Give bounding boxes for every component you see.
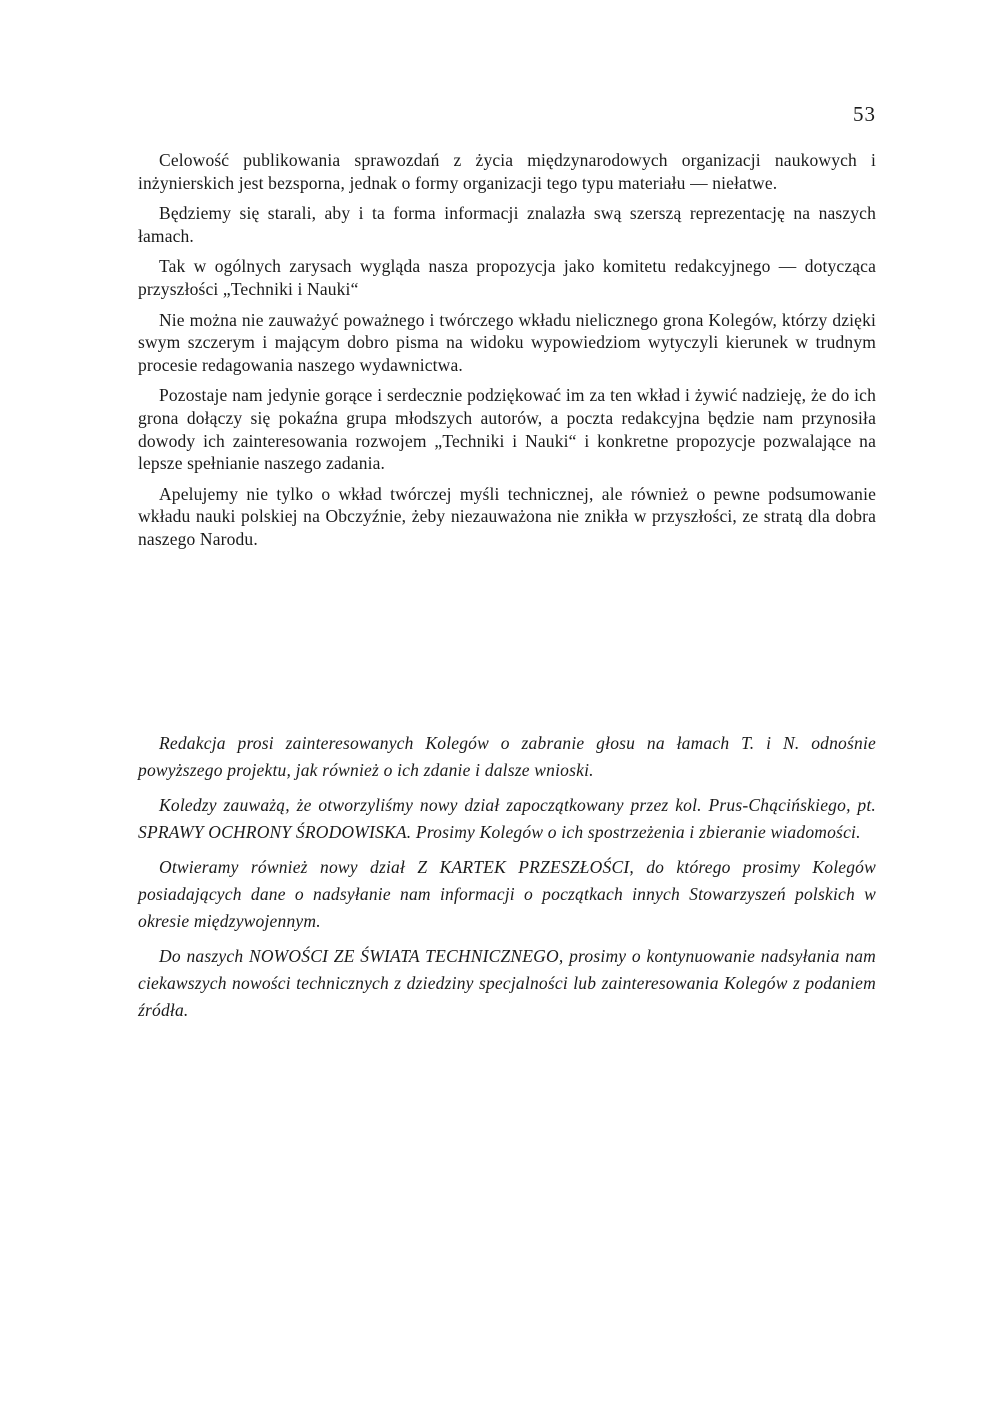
note-environment-section: Koledzy zauważą, że otworzyliśmy nowy dział zapoczątkowany przez kol. Prus-Chącińskiego, pt. SPRAWY OCHRONY ŚRODOWISKA. Prosimy Kolegów o ich spostrzeżenia i zbieranie wiadomości.	[138, 795, 876, 842]
paragraph-committee-proposal: Tak w ogólnych zarysach wygląda nasza propozycja jako komitetu redakcyjnego — dotycząca przyszłości „Techniki i Nauki“	[138, 256, 876, 299]
paragraph-thanks: Pozostaje nam jedynie gorące i serdecznie podziękować im za ten wkład i żywić nadzieję, że do ich grona dołączy się pokaźna grupa młodszych autorów, a poczta redakcyjna będzie nam przynosiła dowody ich zainteresowania rozwojem „Techniki i Nauki“ i konkretne propozycje pozwalające na lepsze spełnianie naszego zadania.	[138, 385, 876, 474]
paragraph-publication-purpose: Celowość publikowania sprawozdań z życia międzynarodowych organizacji naukowych i inżynierskich jest bezsporna, jednak o formy organizacji tego typu materiału — niełatwe.	[138, 150, 876, 193]
note-tech-news-section: Do naszych NOWOŚCI ZE ŚWIATA TECHNICZNEGO, prosimy o kontynuowanie nadsyłania nam ciekawszych nowości technicznych z dziedziny specjalności lub zainteresowania Kolegów z podaniem źródła.	[138, 946, 876, 1020]
paragraph-colleagues-contribution: Nie można nie zauważyć poważnego i twórczego wkładu nielicznego grona Kolegów, którzy dzięki swym szczerym i mającym dobro pisma na widoku wypowiedziom wytyczyli kierunek w trudnym procesie redagowania naszego wydawnictwa.	[138, 309, 876, 375]
main-text	[138, 149, 876, 559]
page-number: 53	[853, 102, 876, 126]
note-request-opinions: Redakcja prosi zainteresowanych Kolegów o zabranie głosu na łamach T. i N. odnośnie powyższego projektu, jak również o ich zdanie i dalsze wnioski.	[138, 733, 876, 780]
paragraph-appeal: Apelujemy nie tylko o wkład twórczej myśli technicznej, ale również o pewne podsumowanie wkładu nauki polskiej na Obczyźnie, żeby niezauważona nie znikła w przyszłości, ze stratą dla dobra naszego Narodu.	[138, 483, 876, 549]
editorial-notes	[138, 730, 876, 1024]
paragraph-information-form: Będziemy się starali, aby i ta forma informacji znalazła swą szerszą reprezentację na naszych łamach.	[138, 203, 876, 246]
note-history-section: Otwieramy również nowy dział Z KARTEK PRZESZŁOŚCI, do którego prosimy Kolegów posiadających dane o nadsyłanie nam informacji o początkach innych Stowarzyszeń polskich w okresie międzywojennym.	[138, 857, 876, 931]
